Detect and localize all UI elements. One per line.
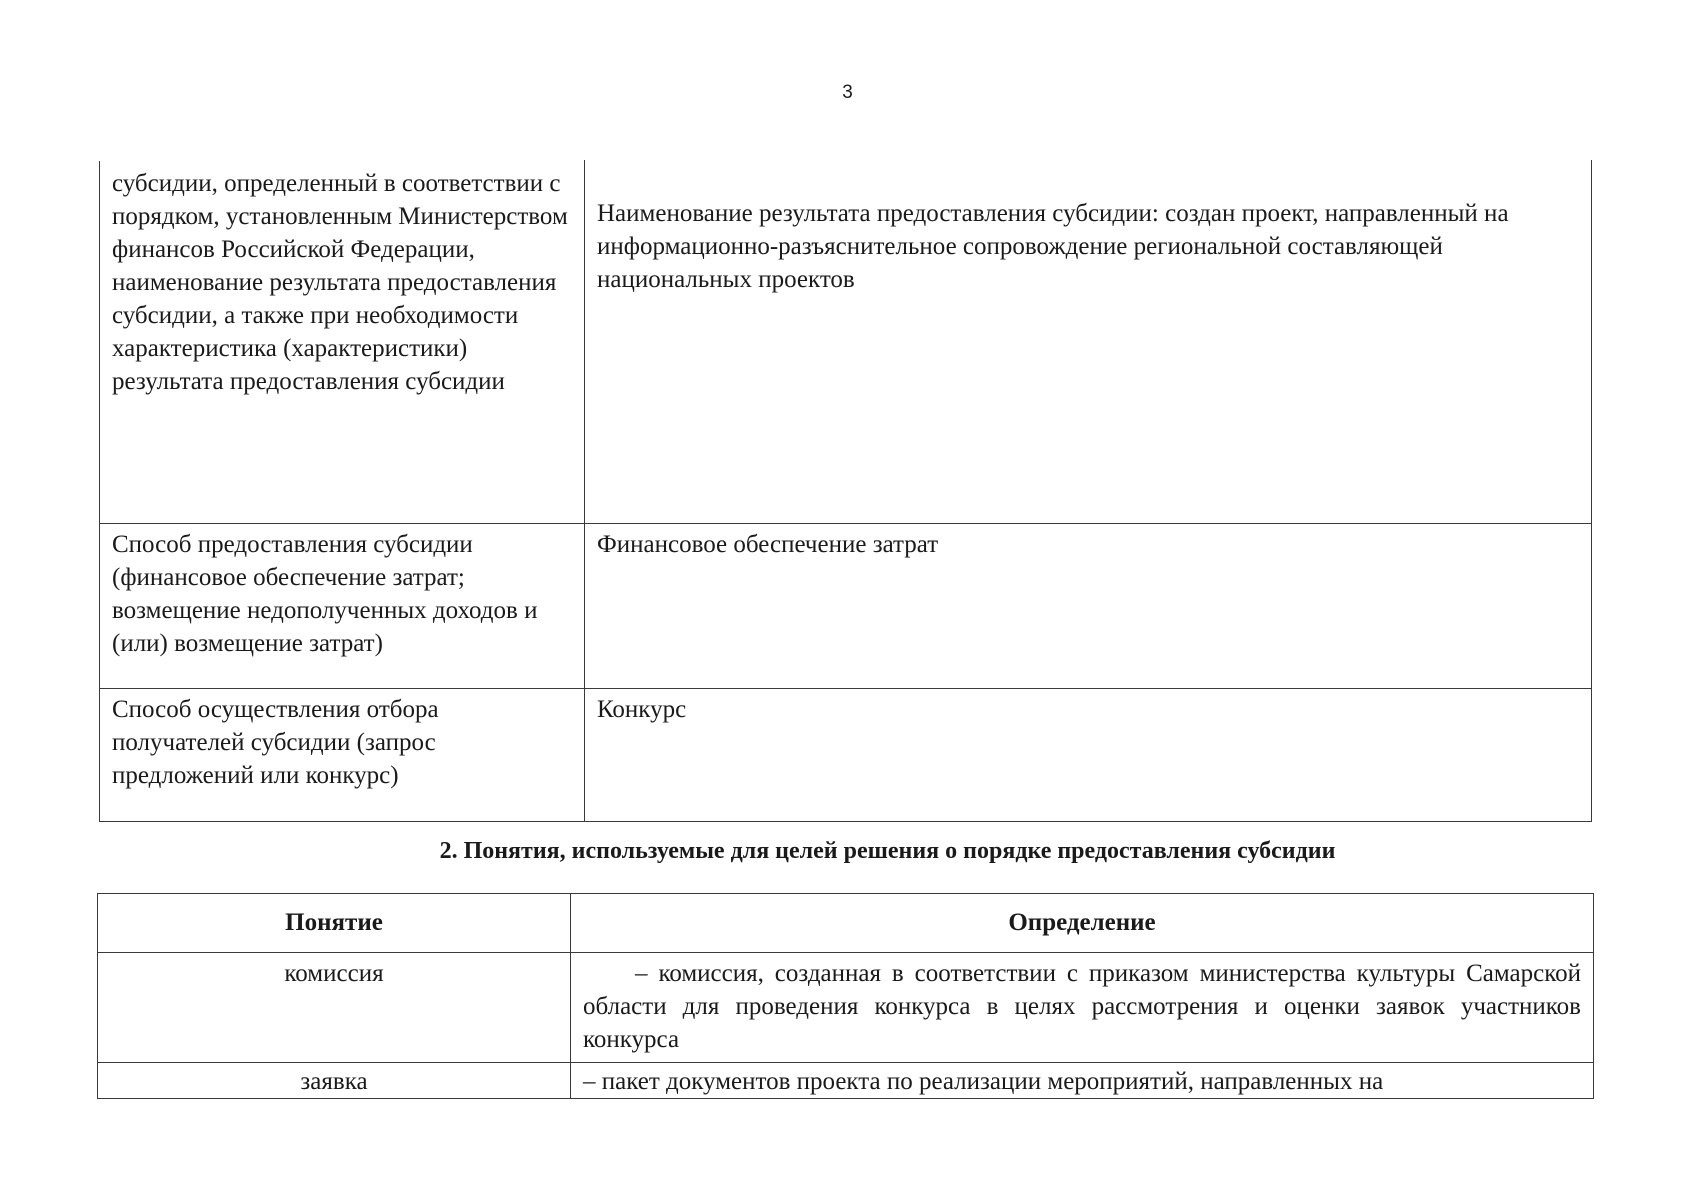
value-cell: Наименование результата предоставления субсидии: создан проект, направленный на информационно-разъяснительное сопровождение региональной составляющей национальных проектов: [585, 161, 1592, 524]
value-cell: Финансовое обеспечение затрат: [585, 524, 1592, 689]
term-column-header: Понятие: [98, 894, 571, 953]
table-row: [100, 524, 1592, 689]
page-number: 3: [842, 82, 853, 103]
definitions-table: [97, 893, 1594, 1099]
table-row: [98, 1063, 1594, 1099]
parameter-cell: Способ осуществления отбора получателей субсидии (запрос предложений или конкурс): [100, 689, 585, 822]
definition-column-header: Определение: [571, 894, 1594, 953]
table-row: [98, 953, 1594, 1063]
value-cell: Конкурс: [585, 689, 1592, 822]
parameter-cell: Способ предоставления субсидии (финансовое обеспечение затрат; возмещение недополученных доходов и (или) возмещение затрат): [100, 524, 585, 689]
section-title: 2. Понятия, используемые для целей решения о порядке предоставления субсидии: [439, 838, 1336, 864]
table-header-row: [98, 894, 1594, 953]
term-cell: комиссия: [98, 953, 571, 1063]
term-cell: заявка: [98, 1063, 571, 1099]
parameter-cell: субсидии, определенный в соответствии с порядком, установленным Министерством финансов Российской Федерации, наименование результата предоставления субсидии, а также при необходимости характеристика (характеристики) результата предоставления субсидии: [100, 161, 585, 524]
table-row: [100, 689, 1592, 822]
subsidy-parameters-table: [99, 160, 1592, 822]
definition-cell: – пакет документов проекта по реализации мероприятий, направленных на: [571, 1063, 1594, 1099]
table-row: [100, 161, 1592, 524]
definition-cell: – комиссия, созданная в соответствии с приказом министерства культуры Самарской области для проведения конкурса в целях рассмотрения и оценки заявок участников конкурса: [571, 953, 1594, 1063]
